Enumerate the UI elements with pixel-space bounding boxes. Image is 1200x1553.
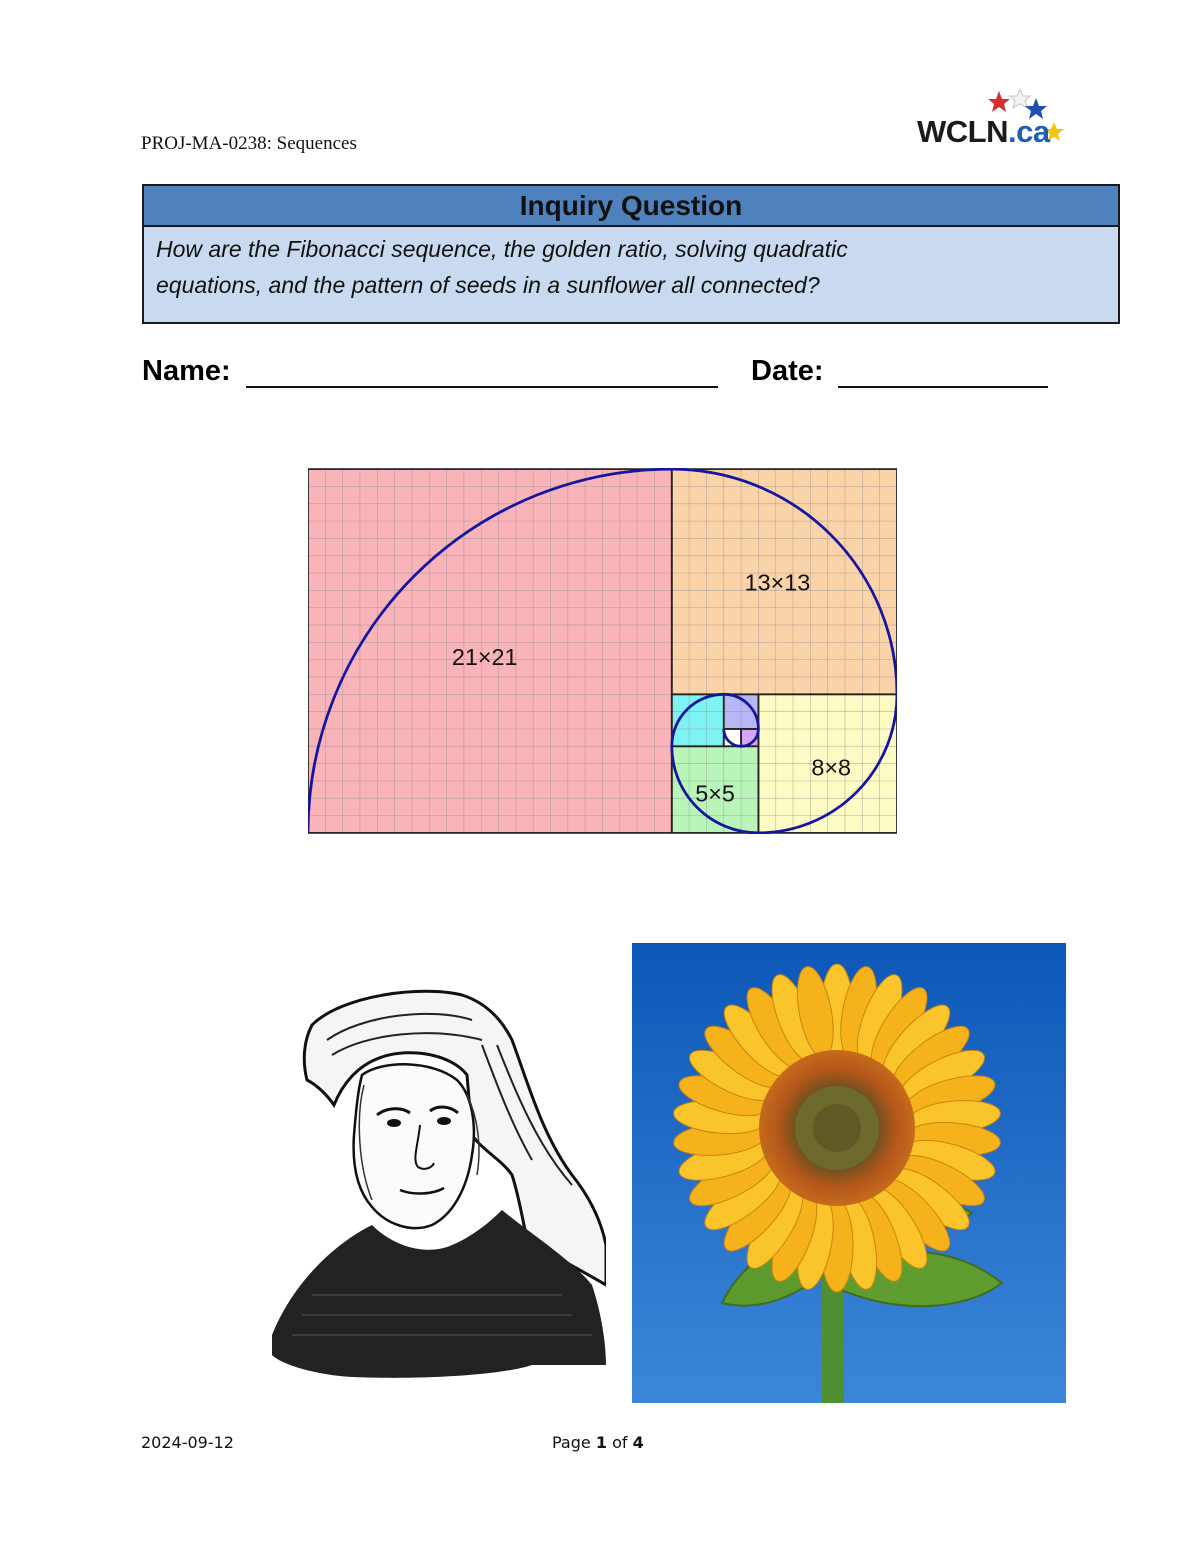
inquiry-question [144, 227, 1118, 303]
inquiry-question-line: equations, and the pattern of seeds in a sunflower all connected? [156, 272, 820, 298]
fibonacci-portrait-image [272, 985, 606, 1380]
fibonacci-spiral-figure [308, 468, 897, 834]
label-13: 13×13 [744, 569, 811, 596]
footer-page-number: Page 1 of 4 [552, 1433, 644, 1452]
footer-date: 2024-09-12 [141, 1433, 234, 1452]
name-label: Name: [142, 355, 231, 387]
label-8: 8×8 [811, 754, 851, 781]
inquiry-box [142, 184, 1120, 324]
wcln-logo [913, 88, 1065, 154]
name-blank-line[interactable] [246, 386, 718, 388]
date-blank-line[interactable] [838, 386, 1048, 388]
date-label: Date: [751, 355, 824, 387]
label-21: 21×21 [451, 643, 518, 670]
logo-wordmark: WCLN.ca [917, 114, 1050, 149]
label-5: 5×5 [695, 780, 735, 807]
document-code: PROJ-MA-0238: Sequences [141, 133, 357, 154]
inquiry-title: Inquiry Question [144, 186, 1118, 227]
inquiry-question-line: How are the Fibonacci sequence, the golden ratio, solving quadratic [156, 236, 848, 262]
sunflower-photo-image [632, 943, 1066, 1403]
